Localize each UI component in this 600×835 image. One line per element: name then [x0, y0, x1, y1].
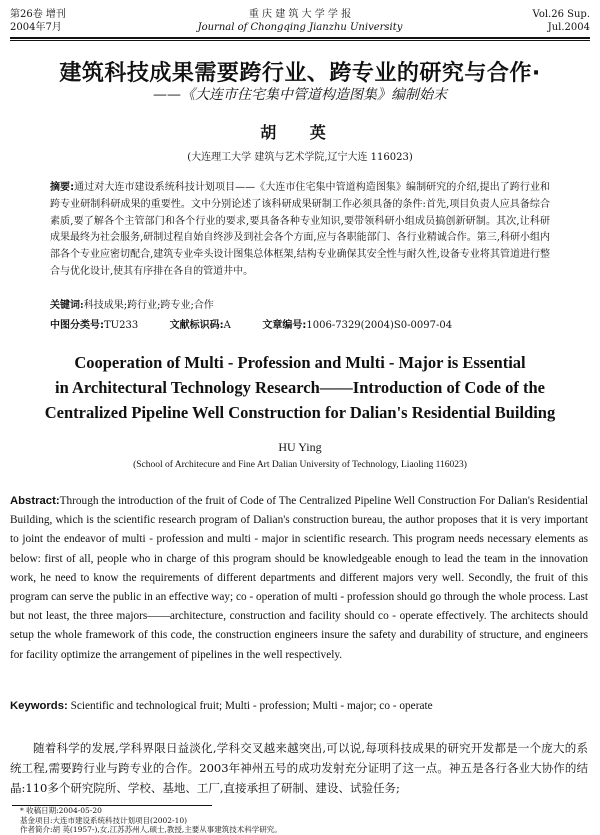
volume-cn: 第26卷 增刊 — [10, 9, 66, 20]
doc-code-value: A — [223, 320, 231, 331]
date-cn: 2004年7月 — [10, 22, 62, 33]
title-cn: 建筑科技成果需要跨行业、跨专业的研究与合作· — [59, 61, 541, 86]
date-en: Jul.2004 — [547, 22, 590, 33]
footnote-received: * 收稿日期:2004-05-20 — [20, 806, 102, 815]
subtitle-cn: ——《大连市住宅集中管道构造图集》编制始末 — [153, 87, 447, 103]
abstract-text-cn: 通过对大连市建设系统科技计划项目——《大连市住宅集中管道构造图集》编制研究的介绍,提出了跨行业和跨专业研制科研成果的重要性。文中分别论述了该科研成果研制工作必须具备的条件:首先,项目负责人应具备综合素质,要了解各个主管部门和各个行业的要求,要具备各种专业知识,要带领科研小组成员搞创新研制。其次,让科研成果最终为社会服务,研制过程自始自终涉及到社会各个方面,应与各职能部门、各行业精诚合作。第三,科研小组内部各个专业应密切配合,建筑专业牵头设计图集总体框架,结构专业确保其安全性与耐久性,设备专业将其管道进行整合与优化设计,使其有序排在各自的管道井中。 — [50, 182, 551, 277]
article-no-value: 1006-7329(2004)S0-0097-04 — [306, 320, 453, 331]
abstract-cn — [50, 180, 550, 281]
abstract-label-en: Abstract: — [10, 495, 60, 507]
running-header — [10, 8, 590, 38]
classification-line — [50, 316, 550, 331]
title-en-line2: in Architectural Technology Research——Introduction of Code of the — [55, 378, 545, 397]
affiliation-en: (School of Architecure and Fine Art Dalian University of Technology, Liaoling 116023) — [133, 460, 467, 470]
author-cn: 胡 英 — [260, 123, 340, 142]
header-rule-thin — [10, 40, 590, 41]
affiliation-cn: (大连理工大学 建筑与艺术学院,辽宁大连 116023) — [187, 152, 413, 163]
keywords-cn — [50, 296, 550, 311]
journal-name-cn: 重 庆 建 筑 大 学 学 报 — [248, 9, 352, 20]
keywords-label-cn: 关键词: — [50, 300, 84, 311]
keywords-en — [10, 700, 590, 712]
keywords-text-cn: 科技成果;跨行业;跨专业;合作 — [83, 300, 214, 311]
keywords-text-en: Scientific and technological fruit; Multi - profession; Multi - major; co - operate — [70, 700, 433, 712]
title-en — [10, 350, 590, 425]
header-right — [533, 8, 590, 34]
header-rule — [10, 37, 590, 39]
clc-label: 中图分类号: — [50, 320, 104, 331]
abstract-label-cn: 摘要: — [50, 182, 75, 193]
footnotes — [20, 806, 282, 834]
header-center — [10, 8, 590, 34]
doc-code-label: 文献标识码: — [169, 320, 224, 331]
article-no-label: 文章编号: — [262, 320, 307, 331]
footnote-fund: 基金项目:大连市建设系统科技计划项目(2002-10) — [20, 815, 188, 825]
volume-en: Vol.26 Sup. — [532, 9, 590, 20]
journal-name-en: Journal of Chongqing Jianzhu University — [197, 22, 403, 33]
body-text-cn: 随着科学的发展,学科界限日益淡化,学科交叉越来越突出,可以说,每项科技成果的研究开发都是一个庞大的系统工程,需要跨行业与跨专业的合作。2003年神州五号的成功发射充分证明了这一点。神五是各行各业大协作的结晶:110多个研究院所、学校、基地、工厂,直接承担了研制、建设、试验任务; — [10, 741, 588, 795]
clc-value: TU233 — [104, 320, 139, 331]
title-en-line1: Cooperation of Multi - Profession and Multi - Major is Essential — [74, 353, 526, 372]
keywords-label-en: Keywords: — [10, 700, 68, 712]
title-en-line3: Centralized Pipeline Well Construction for Dalian's Residential Building — [44, 403, 556, 422]
abstract-en — [10, 492, 588, 665]
abstract-text-en: Through the introduction of the fruit of Code of The Centralized Pipeline Well Construction For Dalian's Residential Building, which is the scientific research program of Dalian's construction bureau, the author proposes that it is very important to joint the endeavor of multi - profession and multi - major in scientific research. This program needs necessary elements as below: first of all, people who in charge of this program should be knowledgeable enough to lead the team in the innovation work, he need to know the requirements of different departments and different majors very well. Secondly, the fruit of this program can serve the public in an effective way; co - operation of multi - profession should go through the whole process. Last but not least, the three majors——architecture, construction and facility should co - operate effectively. The architects should setup the whole framework of this code, the construction engineers insure the safety and durability of structure, and engineers for facility optimize the arrangement of pipelines in the well respectively. — [10, 495, 588, 661]
footnote-author: 作者简介:胡 英(1957-),女,江苏苏州人,硕士,教授,主要从事建筑技术科学研究。 — [20, 825, 282, 834]
author-en: HU Ying — [278, 440, 322, 454]
